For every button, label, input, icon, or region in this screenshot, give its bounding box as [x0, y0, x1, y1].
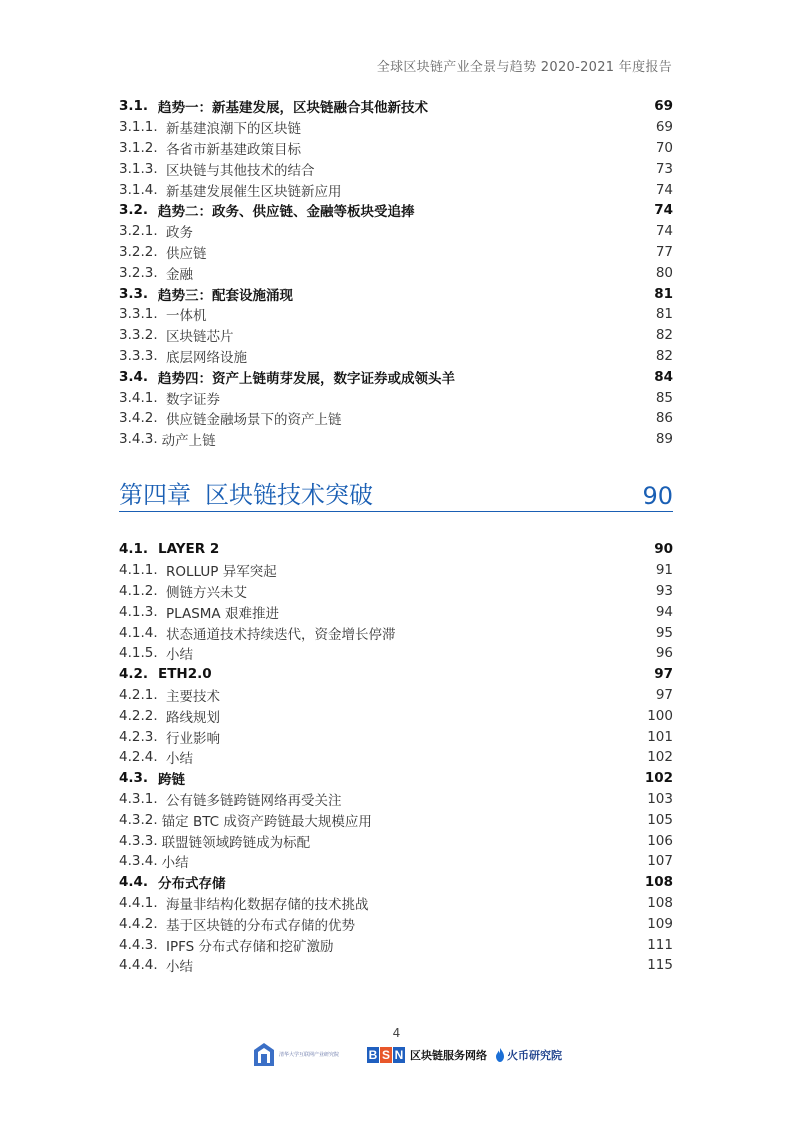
toc-entry-number: 3.4.3. [119, 431, 158, 448]
toc-subsection-row[interactable] [119, 179, 673, 200]
toc-entry-number: 4.1.2. [119, 582, 158, 599]
toc-entry-page: 115 [647, 957, 673, 974]
toc-entry-page: 109 [647, 915, 673, 932]
toc-entry-page: 95 [655, 624, 673, 641]
toc-list-after [119, 539, 673, 976]
chapter-label: 第四章 [119, 481, 191, 509]
page-number: 4 [392, 1026, 401, 1040]
toc-entry-page: 100 [647, 707, 673, 724]
toc-entry-title: 路线规划 [166, 709, 220, 726]
toc-section-row[interactable] [119, 664, 673, 685]
toc-list-before [119, 96, 673, 450]
bsn-letter-s: S [381, 1048, 390, 1062]
toc-subsection-row[interactable] [119, 830, 673, 851]
toc-entry-number: 3.3.1. [119, 306, 158, 323]
running-header: 全球区块链产业全景与趋势 2020-2021 年度报告 [376, 60, 672, 75]
toc-entry-number: 4.2. [119, 666, 149, 683]
toc-entry-page: 96 [655, 645, 673, 662]
toc-entry-title: 小结 [166, 959, 193, 976]
toc-entry-number: 3.1.3. [119, 160, 158, 177]
toc-entry-page: 74 [654, 202, 673, 219]
toc-subsection-row[interactable] [119, 304, 673, 325]
toc-entry-title: ETH2.0 [158, 666, 212, 683]
toc-entry-page: 102 [644, 770, 673, 787]
toc-entry-page: 69 [655, 119, 673, 136]
toc-entry-page: 82 [655, 327, 673, 344]
toc-subsection-row[interactable] [119, 913, 673, 934]
toc-subsection-row[interactable] [119, 685, 673, 706]
toc-entry-title: 分布式存储 [158, 876, 226, 893]
toc-subsection-row[interactable] [119, 581, 673, 602]
toc-entry-title: 联盟链领域跨链成为标配 [161, 834, 311, 851]
toc-subsection-row[interactable] [119, 346, 673, 367]
toc-entry-title: 区块链芯片 [166, 329, 234, 346]
toc-entry-page: 82 [655, 347, 673, 364]
toc-entry-title: 锚定 BTC 成资产跨链最大规模应用 [161, 813, 372, 830]
toc-entry-number: 3.3.3. [119, 347, 158, 364]
toc-entry-title: 新基建浪潮下的区块链 [166, 121, 301, 138]
toc-subsection-row[interactable] [119, 221, 673, 242]
toc-section-row[interactable] [119, 200, 673, 221]
toc-subsection-row[interactable] [119, 643, 673, 664]
toc-entry-number: 4.4.4. [119, 957, 158, 974]
toc-subsection-row[interactable] [119, 705, 673, 726]
toc-entry-number: 4.1. [119, 541, 149, 558]
tsinghua-logo-icon [253, 1042, 275, 1068]
toc-entry-number: 4.1.3. [119, 603, 158, 620]
toc-subsection-row[interactable] [119, 325, 673, 346]
toc-entry-page: 85 [655, 389, 673, 406]
toc-entry-number: 4.3.4. [119, 853, 158, 870]
toc-entry-page: 94 [655, 603, 673, 620]
toc-subsection-row[interactable] [119, 138, 673, 159]
toc-entry-page: 97 [655, 686, 673, 703]
toc-entry-number: 3.4.1. [119, 389, 158, 406]
bsn-letter-n: N [394, 1048, 404, 1062]
toc-entry-number: 4.3.1. [119, 790, 158, 807]
toc-entry-title: 公有链多链跨链网络再受关注 [166, 792, 342, 809]
toc-entry-number: 4.3.2. [119, 811, 158, 828]
toc-entry-number: 3.1.4. [119, 181, 158, 198]
toc-entry-page: 74 [655, 181, 673, 198]
toc-subsection-row[interactable] [119, 408, 673, 429]
toc-entry-page: 103 [647, 790, 673, 807]
toc-entry-number: 3.2.2. [119, 243, 158, 260]
toc-entry-number: 4.1.4. [119, 624, 158, 641]
toc-entry-number: 4.1.5. [119, 645, 158, 662]
toc-entry-title: 状态通道技术持续迭代，资金增长停滞 [166, 626, 396, 643]
toc-entry-number: 4.2.2. [119, 707, 158, 724]
toc-subsection-row[interactable] [119, 934, 673, 955]
toc-entry-number: 3.2.1. [119, 223, 158, 240]
toc-entry-title: 趋势一：新基建发展，区块链融合其他新技术 [158, 100, 428, 117]
toc-entry-title: LAYER 2 [158, 541, 220, 558]
toc-entry-title: PLASMA 艰难推进 [166, 605, 279, 622]
toc-entry-page: 77 [655, 243, 673, 260]
toc-entry-title: 海量非结构化数据存储的技术挑战 [166, 896, 369, 913]
toc-entry-page: 80 [655, 264, 673, 281]
toc-entry-page: 97 [654, 666, 673, 683]
toc-entry-page: 108 [644, 874, 673, 891]
toc-entry-title: 趋势二：政务、供应链、金融等板块受追捧 [158, 204, 415, 221]
toc-entry-number: 3.4.2. [119, 410, 158, 427]
footer-logos [253, 1040, 562, 1070]
toc-entry-title: 供应链金融场景下的资产上链 [166, 412, 342, 429]
toc-entry-number: 4.4.3. [119, 936, 158, 953]
toc-entry-number: 4.2.3. [119, 728, 158, 745]
toc-entry-page: 81 [654, 285, 673, 302]
toc-entry-number: 3.1.2. [119, 139, 158, 156]
toc-subsection-row[interactable] [119, 726, 673, 747]
toc-entry-number: 3.4. [119, 368, 149, 385]
toc-entry-title: 小结 [166, 647, 193, 664]
toc-entry-page: 91 [655, 562, 673, 579]
toc-entry-number: 4.4. [119, 874, 149, 891]
toc-entry-number: 3.1. [119, 98, 149, 115]
toc-entry-title: ROLLUP 异军突起 [166, 564, 277, 581]
toc-entry-page: 89 [655, 431, 673, 448]
huobi-logo [495, 1047, 562, 1063]
toc-entry-number: 4.2.4. [119, 749, 158, 766]
toc-subsection-row[interactable] [119, 429, 673, 450]
chapter-heading[interactable] [119, 476, 673, 512]
toc-entry-title: 主要技术 [166, 688, 220, 705]
toc-entry-number: 3.3.2. [119, 327, 158, 344]
toc-subsection-row[interactable] [119, 622, 673, 643]
toc-entry-page: 90 [654, 541, 673, 558]
toc-entry-title: 跨链 [158, 772, 185, 789]
toc-subsection-row[interactable] [119, 560, 673, 581]
toc-entry-title: 基于区块链的分布式存储的优势 [166, 917, 355, 934]
chapter-page: 90 [642, 482, 673, 510]
toc-entry-title: 小结 [166, 751, 193, 768]
toc-entry-title: 底层网络设施 [166, 349, 247, 366]
toc-subsection-row[interactable] [119, 158, 673, 179]
toc-entry-page: 69 [654, 98, 673, 115]
toc-entry-number: 4.4.1. [119, 894, 158, 911]
toc-entry-page: 108 [647, 894, 673, 911]
toc-entry-page: 106 [647, 832, 673, 849]
toc-entry-title: 新基建发展催生区块链新应用 [166, 183, 342, 200]
toc-subsection-row[interactable] [119, 955, 673, 976]
toc-entry-page: 105 [647, 811, 673, 828]
toc-entry-title: 各省市新基建政策目标 [166, 141, 301, 158]
toc-entry-number: 4.3.3. [119, 832, 158, 849]
toc-subsection-row[interactable] [119, 893, 673, 914]
toc-entry-number: 3.2.3. [119, 264, 158, 281]
toc-section-row[interactable] [119, 96, 673, 117]
toc-entry-page: 84 [654, 368, 673, 385]
toc-subsection-row[interactable] [119, 747, 673, 768]
toc-entry-page: 74 [655, 223, 673, 240]
toc-entry-page: 86 [655, 410, 673, 427]
toc-subsection-row[interactable] [119, 601, 673, 622]
toc-entry-page: 70 [655, 139, 673, 156]
toc-entry-page: 111 [647, 936, 673, 953]
toc-subsection-row[interactable] [119, 117, 673, 138]
huobi-logo-text: 火币研究院 [507, 1049, 562, 1062]
toc-entry-number: 4.3. [119, 770, 149, 787]
toc-entry-title: 供应链 [166, 245, 207, 262]
toc-entry-title: 一体机 [166, 308, 207, 325]
toc-entry-title: IPFS 分布式存储和挖矿激励 [166, 938, 334, 955]
toc-entry-page: 101 [647, 728, 673, 745]
toc-entry-page: 107 [647, 853, 673, 870]
flame-icon [495, 1048, 505, 1062]
toc-entry-number: 3.3. [119, 285, 149, 302]
chapter-title: 区块链技术突破 [205, 481, 373, 509]
toc-section-row[interactable] [119, 539, 673, 560]
toc-entry-page: 102 [647, 749, 673, 766]
toc-entry-title: 动产上链 [161, 433, 216, 450]
toc-entry-number: 4.4.2. [119, 915, 158, 932]
toc-entry-number: 3.1.1. [119, 119, 158, 136]
toc-entry-title: 趋势三：配套设施涌现 [158, 287, 293, 304]
toc-entry-number: 3.2. [119, 202, 149, 219]
toc-section-row[interactable] [119, 283, 673, 304]
toc-entry-page: 81 [655, 306, 673, 323]
toc-entry-title: 数字证券 [166, 391, 220, 408]
toc-section-row[interactable] [119, 768, 673, 789]
toc-entry-title: 小结 [161, 855, 189, 872]
toc-subsection-row[interactable] [119, 262, 673, 283]
toc-section-row[interactable] [119, 366, 673, 387]
toc-entry-number: 4.2.1. [119, 686, 158, 703]
toc-subsection-row[interactable] [119, 242, 673, 263]
toc-entry-title: 趋势四：资产上链萌芽发展，数字证券或成领头羊 [158, 370, 455, 387]
bsn-letter-b: B [368, 1048, 378, 1062]
logo-institute-text: 清华大学互联网产业研究院 [279, 1051, 340, 1058]
toc-entry-title: 金融 [166, 266, 193, 283]
toc-subsection-row[interactable] [119, 851, 673, 872]
toc-entry-title: 侧链方兴未艾 [166, 584, 247, 601]
toc-entry-page: 93 [655, 582, 673, 599]
toc-subsection-row[interactable] [119, 789, 673, 810]
toc-subsection-row[interactable] [119, 809, 673, 830]
bsn-logo-text: 区块链服务网络 [410, 1049, 487, 1062]
toc-entry-title: 政务 [166, 225, 193, 242]
bsn-logo [367, 1047, 406, 1063]
toc-entry-page: 73 [655, 160, 673, 177]
toc-entry-title: 区块链与其他技术的结合 [166, 162, 315, 179]
toc-subsection-row[interactable] [119, 387, 673, 408]
toc-section-row[interactable] [119, 872, 673, 893]
toc-entry-number: 4.1.1. [119, 562, 158, 579]
toc-entry-title: 行业影响 [166, 730, 220, 747]
